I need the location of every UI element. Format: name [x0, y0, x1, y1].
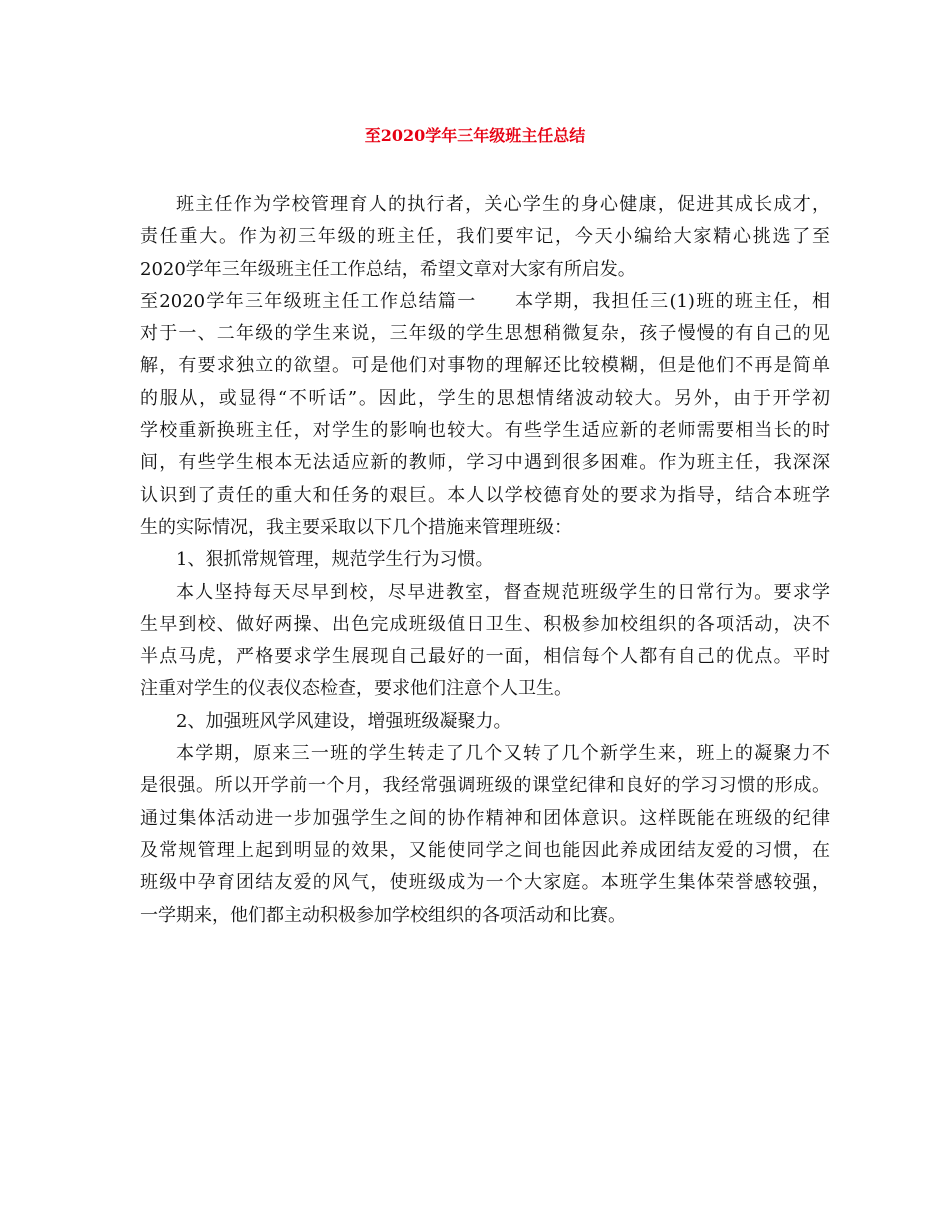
- text-line: 班主任作为学校管理育人的执行者，关心学生的身心健康，促进其成长成才，: [176, 194, 830, 215]
- text-line: 解，有要求独立的欲望。可是他们对事物的理解还比较模糊，但是他们不再是简单: [140, 355, 830, 377]
- text-line: 间，有些学生根本无法适应新的教师，学习中遇到很多困难。作为班主任，我深深: [140, 452, 830, 474]
- text-line: 的服从，或显得“不听话”。因此，学生的思想情绪波动较大。另外，由于开学初: [140, 387, 830, 409]
- text-line: 对于一、二年级的学生来说，三年级的学生思想稍微复杂，孩子慢慢的有自己的见: [140, 323, 830, 345]
- text-line: 是很强。所以开学前一个月，我经常强调班级的课堂纪律和良好的学习习惯的形成。: [140, 775, 830, 797]
- text-line: 班级中孕育团结友爱的风气，使班级成为一个大家庭。本班学生集体荣誉感较强，: [140, 872, 830, 894]
- text-line: 注重对学生的仪表仪态检查，要求他们注意个人卫生。: [140, 678, 572, 700]
- text-line: 本人坚持每天尽早到校，尽早进教室，督查规范班级学生的日常行为。要求学: [176, 581, 830, 603]
- text-line: 学校重新换班主任，对学生的影响也较大。有些学生适应新的老师需要相当长的时: [140, 420, 830, 442]
- text-line: 生的实际情况，我主要采取以下几个措施来管理班级：: [140, 516, 572, 538]
- text-line: 通过集体活动进一步加强学生之间的协作精神和团体意识。这样既能在班级的纪律: [140, 807, 830, 829]
- document-title: 至2020学年三年级班主任总结: [364, 126, 586, 145]
- text-line: 认识到了责任的重大和任务的艰巨。本人以学校德育处的要求为指导，结合本班学: [140, 484, 830, 506]
- document-body: [140, 189, 830, 932]
- section-heading: 2、加强班风学风建设，增强班级凝聚力。: [176, 710, 512, 732]
- text-line: 至2020学年三年级班主任工作总结篇一 本学期，我担任三(1)班的班主任，相: [140, 290, 830, 312]
- section-heading: 1、狠抓常规管理，规范学生行为习惯。: [176, 549, 494, 571]
- text-line: 本学期，原来三一班的学生转走了几个又转了几个新学生来，班上的凝聚力不: [176, 743, 830, 765]
- text-line: 2020学年三年级班主任工作总结，希望文章对大家有所启发。: [140, 258, 636, 280]
- text-line: 半点马虎，严格要求学生展现自己最好的一面，相信每个人都有自己的优点。平时: [140, 646, 830, 668]
- text-line: 及常规管理上起到明显的效果，又能使同学之间也能因此养成团结友爱的习惯，在: [140, 839, 830, 861]
- text-line: 生早到校、做好两操、出色完成班级值日卫生、积极参加校组织的各项活动，决不: [140, 613, 830, 635]
- text-line: 一学期来，他们都主动积极参加学校组织的各项活动和比赛。: [140, 904, 626, 926]
- text-line: 责任重大。作为初三年级的班主任，我们要牢记，今天小编给大家精心挑选了至: [140, 226, 830, 248]
